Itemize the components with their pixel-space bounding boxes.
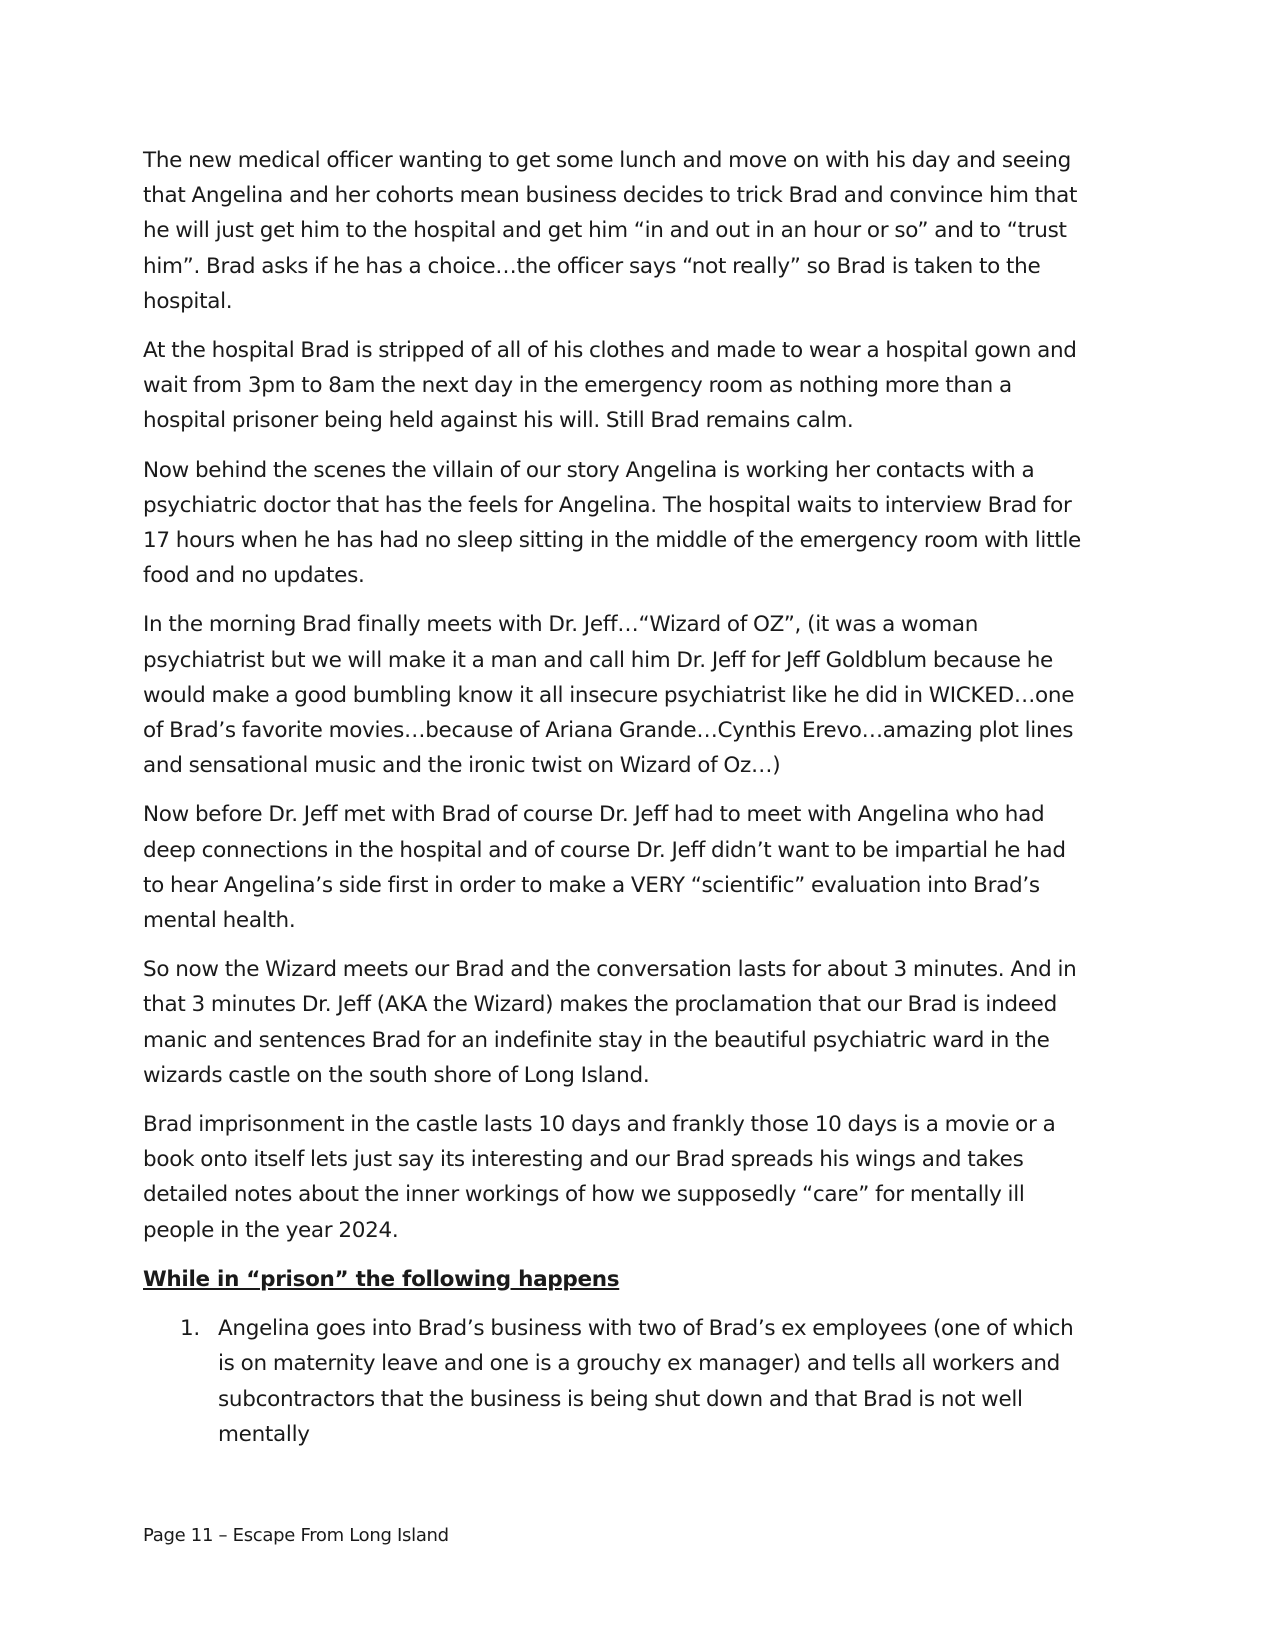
page-footer: Page 11 – Escape From Long Island <box>143 1525 449 1546</box>
paragraph-morning: In the morning Brad finally meets with Dr. Jeff…“Wizard of OZ”, (it was a woman psychiatrist but we will make it a man and call him Dr. Jeff for Jeff Goldblum because he would make a good bumbling know it all insecure psychiatrist like he did in WICKED…one of Brad’s favorite movies…because of Ariana Grande…Cynthis Erevo…amazing plot lines and sensational music and the ironic twist on Wizard of Oz…) <box>143 612 1075 779</box>
document-body <box>143 143 1083 1452</box>
list-item-text: Angelina goes into Brad’s business with two of Brad’s ex employees (one of which is on maternity leave and one is a grouchy ex manager) and tells all workers and subcontractors that the business is being shut down and that Brad is not well mentally <box>218 1316 1074 1447</box>
section-heading: While in “prison” the following happens <box>143 1266 620 1292</box>
list-item <box>143 1311 1083 1452</box>
numbered-list <box>143 1311 1083 1452</box>
list-item-number: 1. <box>180 1316 200 1342</box>
paragraph-wizard-meets: So now the Wizard meets our Brad and the conversation lasts for about 3 minutes. And in that 3 minutes Dr. Jeff (AKA the Wizard) makes the proclamation that our Brad is indeed manic and sentences Brad for an indefinite stay in the beautiful psychiatric ward in the wizards castle on the south shore of Long Island. <box>143 957 1077 1088</box>
paragraph-before-meeting: Now before Dr. Jeff met with Brad of course Dr. Jeff had to meet with Angelina who had deep connections in the hospital and of course Dr. Jeff didn’t want to be impartial he had to hear Angelina’s side first in order to make a VERY “scientific” evaluation into Brad’s mental health. <box>143 802 1066 934</box>
paragraph-officer: The new medical officer wanting to get some lunch and move on with his day and seeing that Angelina and her cohorts mean business decides to trick Brad and convince him that he will just get him to the hospital and get him “in and out in an hour or so” and to “trust him”. Brad asks if he has a choice…the officer says “not really” so Brad is taken to the hospital. <box>143 148 1078 314</box>
paragraph-hospital: At the hospital Brad is stripped of all of his clothes and made to wear a hospital gown and wait from 3pm to 8am the next day in the emergency room as nothing more than a hospital prisoner being held against his will. Still Brad remains calm. <box>143 338 1077 434</box>
paragraph-behind-scenes: Now behind the scenes the villain of our story Angelina is working her contacts with a psychiatric doctor that has the feels for Angelina. The hospital waits to interview Brad for 17 hours when he has had no sleep sitting in the middle of the emergency room with little food and no updates. <box>143 457 1081 589</box>
paragraph-imprisonment: Brad imprisonment in the castle lasts 10 days and frankly those 10 days is a movie or a book onto itself lets just say its interesting and our Brad spreads his wings and takes detailed notes about the inner workings of how we supposedly “care” for mentally ill people in the year 2024. <box>143 1112 1056 1243</box>
